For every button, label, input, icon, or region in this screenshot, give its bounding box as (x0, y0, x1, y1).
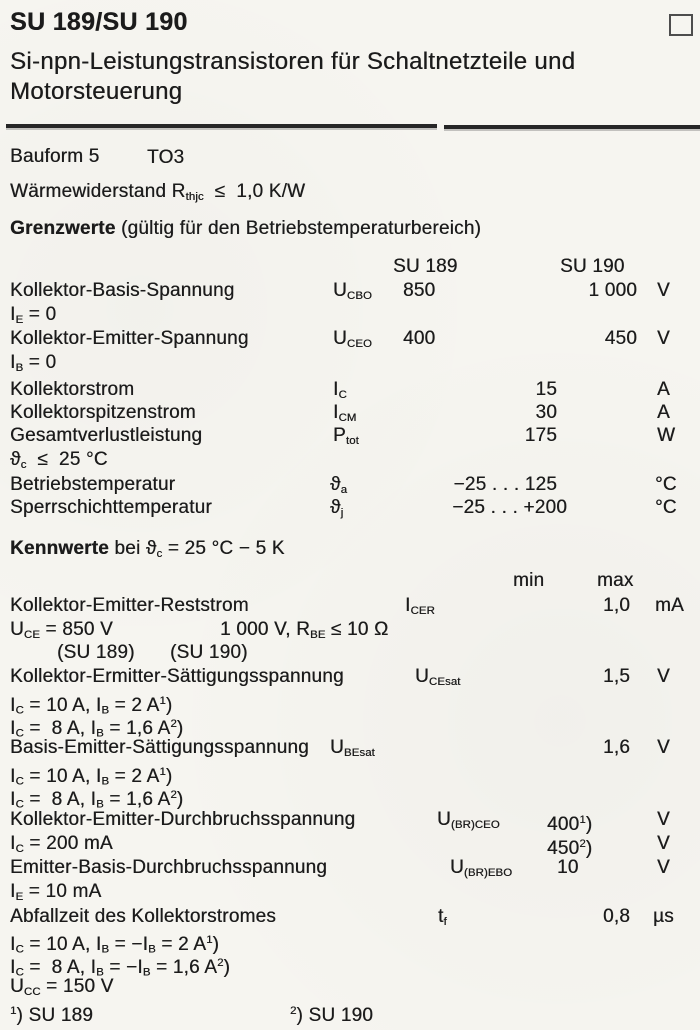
param-condition: 1 000 V, $R_{BE} \le 10$ Ω (220, 619, 389, 641)
footnote-1: $^1$) SU 189 (10, 1004, 94, 1026)
param-value-su189: 400 (403, 328, 436, 349)
param-value-min: $450^2$) (547, 837, 593, 859)
param-condition: $I_C = 10$ A, $I_B = 2$ $A^1$) (10, 694, 173, 717)
param-name: Kollektor-Ermitter-Sättigungsspannung (10, 666, 344, 687)
page-title: SU 189/SU 190 (10, 8, 188, 36)
param-value: 30 (535, 402, 557, 423)
param-symbol: $t_f$ (438, 906, 447, 928)
section-divider-right (444, 125, 700, 129)
param-condition: $I_C = 8$ A, $I_B = 1,6$ $A^2$) (10, 788, 184, 811)
param-symbol: $ϑ_j$ (330, 497, 344, 519)
param-value: −25 . . . +200 (452, 497, 567, 518)
param-symbol: $I_{CM}$ (333, 402, 357, 424)
param-name: Kollektor-Emitter-Durchbruchsspannung (10, 809, 356, 830)
param-symbol: $U_{CEsat}$ (415, 666, 461, 688)
param-value: 15 (535, 379, 557, 400)
param-unit: W (657, 425, 676, 446)
param-name: Kollektor-Emitter-Reststrom (10, 595, 249, 616)
param-value-max: 1,6 (602, 737, 630, 758)
param-value-su190: 1 000 (588, 280, 637, 301)
param-unit: V (657, 737, 670, 758)
param-unit: °C (655, 474, 677, 495)
column-header-max: max (597, 570, 634, 591)
param-symbol: $U_{(BR)CEO}$ (437, 809, 500, 831)
param-condition: $I_C = 10$ A, $I_B = -I_B = 2$ $A^1$) (10, 933, 220, 956)
grenzwerte-heading-bold: Grenzwerte (10, 218, 116, 239)
param-unit: µs (653, 906, 674, 927)
param-name: Kollektorstrom (10, 379, 135, 400)
param-unit: V (657, 857, 670, 878)
param-unit: V (657, 280, 670, 301)
param-condition: $ϑ_c \le 25$ °C (10, 449, 108, 471)
param-name: Kollektor-Emitter-Spannung (10, 328, 249, 349)
param-value: 175 (524, 425, 557, 446)
param-condition: $I_E = 10$ mA (10, 881, 102, 903)
param-symbol: $ϑ_a$ (330, 474, 348, 496)
footnote-2: $^2$) SU 190 (290, 1004, 374, 1026)
param-unit: V (657, 666, 670, 687)
param-condition: $I_C = 8$ A, $I_B = -I_B = 1,6$ $A^2$) (10, 956, 231, 979)
param-value-min: $400^1$) (547, 813, 593, 835)
grenzwerte-heading (10, 218, 481, 240)
thermal-resistance-line: Wärmewiderstand $R_{thjc} \le 1,0$ K/W (10, 181, 306, 203)
param-name: Betriebstemperatur (10, 474, 176, 495)
param-value: −25 . . . 125 (453, 474, 557, 495)
grenzwerte-heading-rest: (gültig für den Betriebstemperaturbereich) (115, 218, 482, 239)
subtitle-line-1: Si-npn-Leistungstransistoren für Schaltnetzteile und (10, 48, 576, 75)
param-unit: V (657, 328, 670, 349)
corner-square-icon (669, 14, 693, 36)
param-unit: °C (655, 497, 677, 518)
param-value-max: 0,8 (602, 906, 630, 927)
param-symbol: $U_{BEsat}$ (330, 737, 375, 759)
column-header-min: min (513, 570, 545, 591)
param-value-min: 10 (557, 857, 579, 878)
param-symbol: $I_C$ (333, 379, 347, 401)
param-symbol: $U_{CBO}$ (333, 280, 372, 302)
param-condition: (SU 189) (57, 642, 135, 663)
param-name: Sperrschichttemperatur (10, 497, 212, 518)
param-value-max: 1,0 (602, 595, 630, 616)
param-name: Gesamtverlustleistung (10, 425, 203, 446)
param-condition: $I_C = 10$ A, $I_B = 2$ $A^1$) (10, 765, 173, 788)
param-unit: V (657, 809, 670, 830)
param-condition: $I_C = 200$ mA (10, 833, 113, 855)
param-unit: A (657, 402, 670, 423)
param-unit: V (657, 833, 670, 854)
param-unit: mA (655, 595, 684, 616)
param-name: Emitter-Basis-Durchbruchsspannung (10, 857, 328, 878)
param-symbol: $U_{(BR)EBO}$ (450, 857, 513, 879)
kennwerte-heading (10, 538, 285, 565)
bauform-label: Bauform 5 (10, 146, 100, 167)
param-value-su190: 450 (604, 328, 637, 349)
column-header-su190: SU 190 (560, 256, 625, 277)
column-header-su189: SU 189 (393, 256, 458, 277)
kennwerte-heading-bold: Kennwerte (10, 538, 109, 559)
param-symbol: $U_{CEO}$ (333, 328, 372, 350)
param-symbol: $I_{CER}$ (405, 595, 435, 617)
param-condition: $I_B = 0$ (10, 352, 57, 374)
bauform-value: TO3 (147, 147, 185, 168)
param-unit: A (657, 379, 670, 400)
param-value-max: 1,5 (602, 666, 630, 687)
param-condition: $U_{CC} = 150$ V (10, 976, 114, 998)
param-condition: $I_C = 8$ A, $I_B = 1,6$ $A^2$) (10, 717, 184, 740)
param-condition: $U_{CE} = 850$ V (10, 619, 113, 641)
subtitle-line-2: Motorsteuerung (10, 78, 183, 105)
param-name: Abfallzeit des Kollektorstromes (10, 906, 276, 927)
param-name: Basis-Emitter-Sättigungsspannung (10, 737, 309, 758)
kennwerte-heading-rest: bei $ϑ_c = 25$ °C − 5 K (108, 538, 285, 560)
param-condition: $I_E = 0$ (10, 304, 57, 326)
param-name: Kollektorspitzenstrom (10, 402, 196, 423)
param-value-su189: 850 (403, 280, 436, 301)
param-condition: (SU 190) (170, 642, 248, 663)
param-name: Kollektor-Basis-Spannung (10, 280, 235, 301)
section-divider-left (6, 124, 437, 128)
param-symbol: $P_{tot}$ (333, 425, 359, 447)
